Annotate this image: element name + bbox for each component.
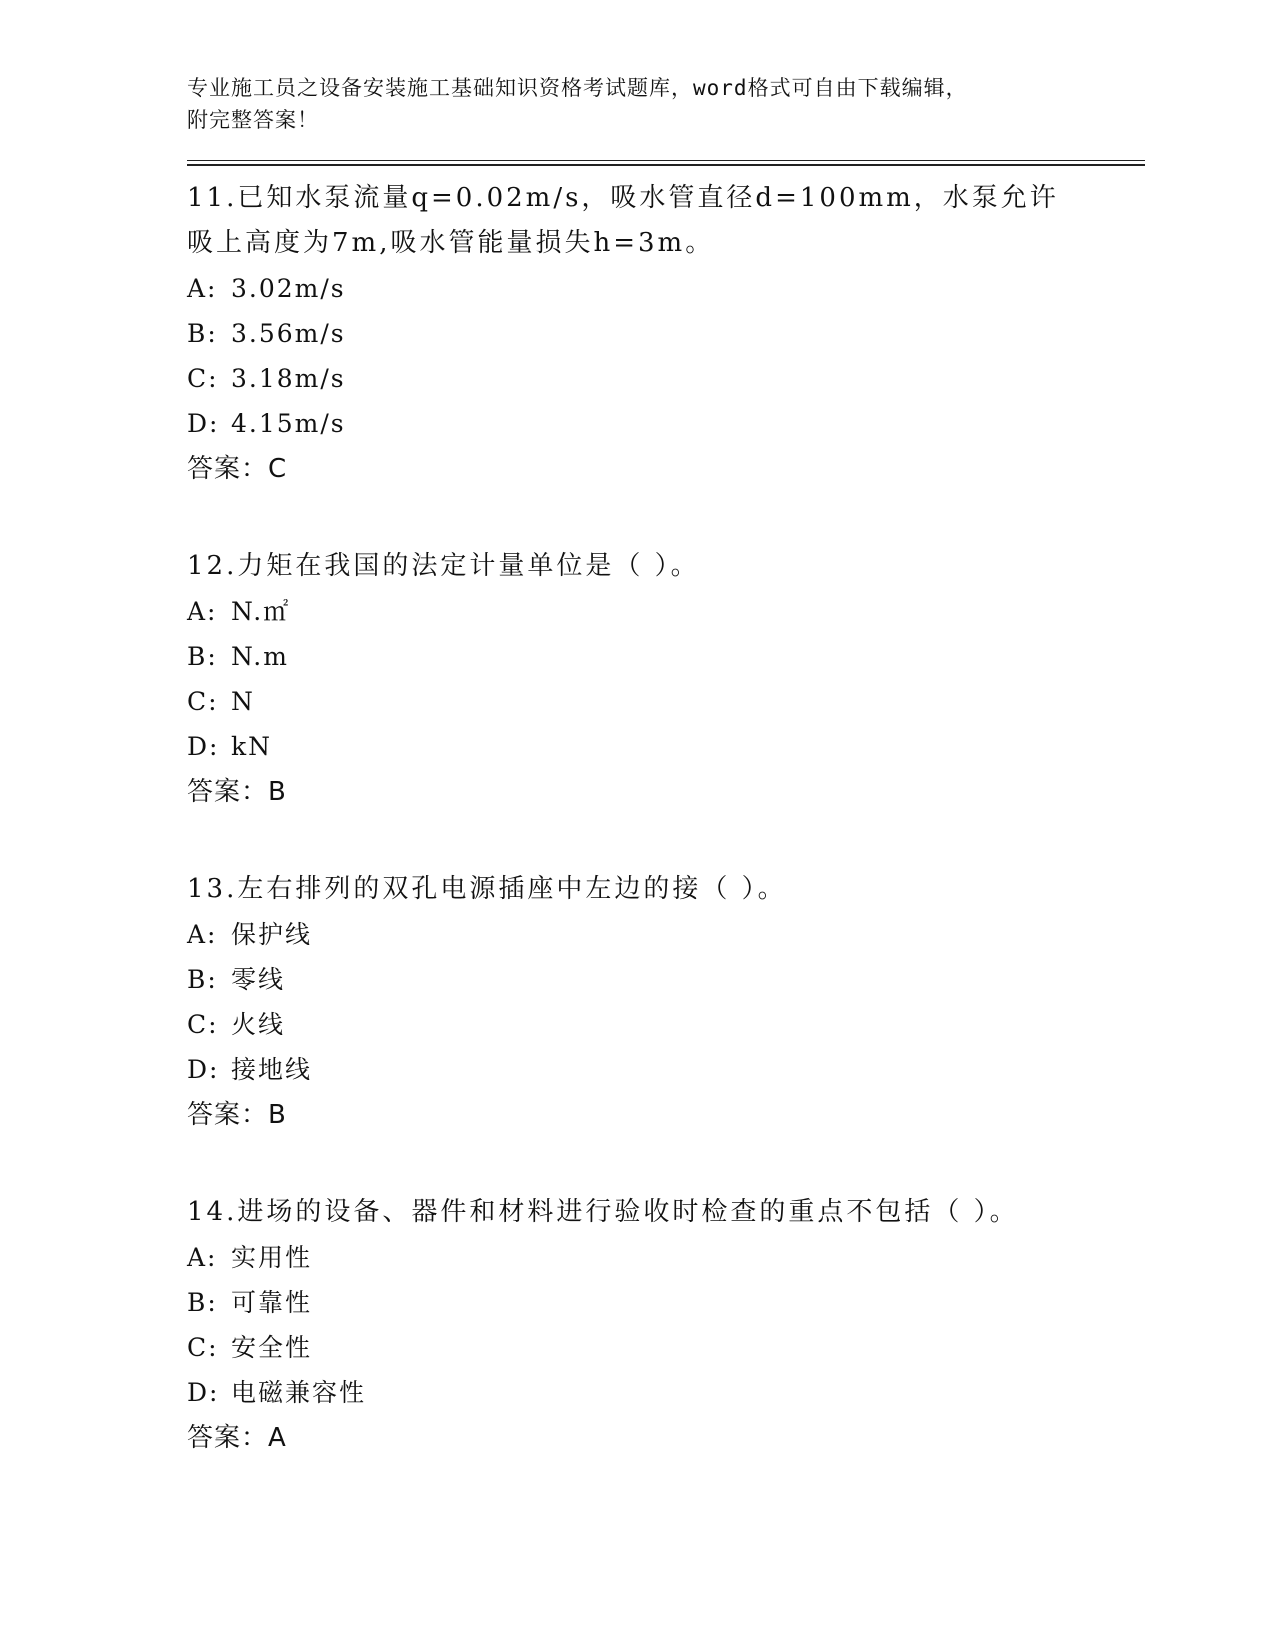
answer-line: 答案：B [187, 1100, 287, 1130]
question-stem: 13.左右排列的双孔电源插座中左边的接（ ）。 [187, 874, 787, 904]
option-text: 零线 [231, 965, 286, 994]
document-header [187, 72, 1067, 136]
option-letter: C: [187, 687, 219, 716]
option-text: 电磁兼容性 [231, 1378, 367, 1407]
answer-line: 答案：C [187, 454, 288, 484]
option-text: kN [231, 732, 273, 761]
option-text: 火线 [231, 1010, 286, 1039]
header-line-2: 附完整答案！ [187, 108, 319, 132]
option-a [187, 266, 1145, 311]
option-text: 3.18m/s [231, 364, 346, 393]
option-text: 3.56m/s [231, 319, 346, 348]
option-text: 可靠性 [231, 1288, 313, 1317]
option-letter: B: [187, 642, 218, 671]
question-stem: 14.进场的设备、器件和材料进行验收时检查的重点不包括（ ）。 [187, 1197, 1019, 1227]
option-text: 接地线 [231, 1055, 313, 1084]
answer-line: 答案：B [187, 777, 287, 807]
option-letter: C: [187, 1333, 219, 1362]
option-letter: C: [187, 1010, 219, 1039]
option-b [187, 634, 1145, 679]
option-text: 实用性 [231, 1243, 313, 1272]
option-text: N [231, 687, 255, 716]
question-12 [187, 544, 1145, 815]
option-c [187, 1325, 1145, 1370]
option-text: 安全性 [231, 1333, 313, 1362]
option-letter: D: [187, 732, 220, 761]
document-page [187, 72, 1145, 1461]
answer-line: 答案：A [187, 1423, 287, 1453]
option-a [187, 912, 1145, 957]
option-d [187, 401, 1145, 446]
option-letter: D: [187, 1378, 220, 1407]
question-13 [187, 867, 1145, 1138]
option-letter: D: [187, 409, 220, 438]
question-14 [187, 1190, 1145, 1461]
option-letter: C: [187, 364, 219, 393]
option-letter: D: [187, 1055, 220, 1084]
question-11 [187, 176, 1145, 492]
option-a [187, 1235, 1145, 1280]
option-text: N.m [231, 642, 289, 671]
option-d [187, 1047, 1145, 1092]
header-line-1: 专业施工员之设备安装施工基础知识资格考试题库，word格式可自由下载编辑， [187, 76, 968, 100]
question-stem: 11.已知水泵流量q=0.02m/s，吸水管直径d=100mm，水泵允许吸上高度为7m,吸水管能量损失h=3m。 [187, 183, 1059, 258]
question-stem: 12.力矩在我国的法定计量单位是（ ）。 [187, 551, 700, 581]
question-list [187, 176, 1145, 1461]
option-letter: B: [187, 965, 218, 994]
option-letter: A: [187, 597, 218, 626]
option-d [187, 1370, 1145, 1415]
option-c [187, 356, 1145, 401]
option-letter: A: [187, 1243, 218, 1272]
option-text: 3.02m/s [231, 274, 346, 303]
option-a [187, 589, 1145, 634]
option-c [187, 1002, 1145, 1047]
option-text: N.㎡ [231, 597, 291, 626]
option-b [187, 311, 1145, 356]
option-c [187, 679, 1145, 724]
option-b [187, 1280, 1145, 1325]
option-d [187, 724, 1145, 769]
option-letter: B: [187, 1288, 218, 1317]
option-text: 4.15m/s [231, 409, 346, 438]
option-letter: B: [187, 319, 218, 348]
option-letter: A: [187, 274, 218, 303]
option-letter: A: [187, 920, 218, 949]
option-text: 保护线 [231, 920, 313, 949]
header-divider [187, 160, 1145, 166]
option-b [187, 957, 1145, 1002]
